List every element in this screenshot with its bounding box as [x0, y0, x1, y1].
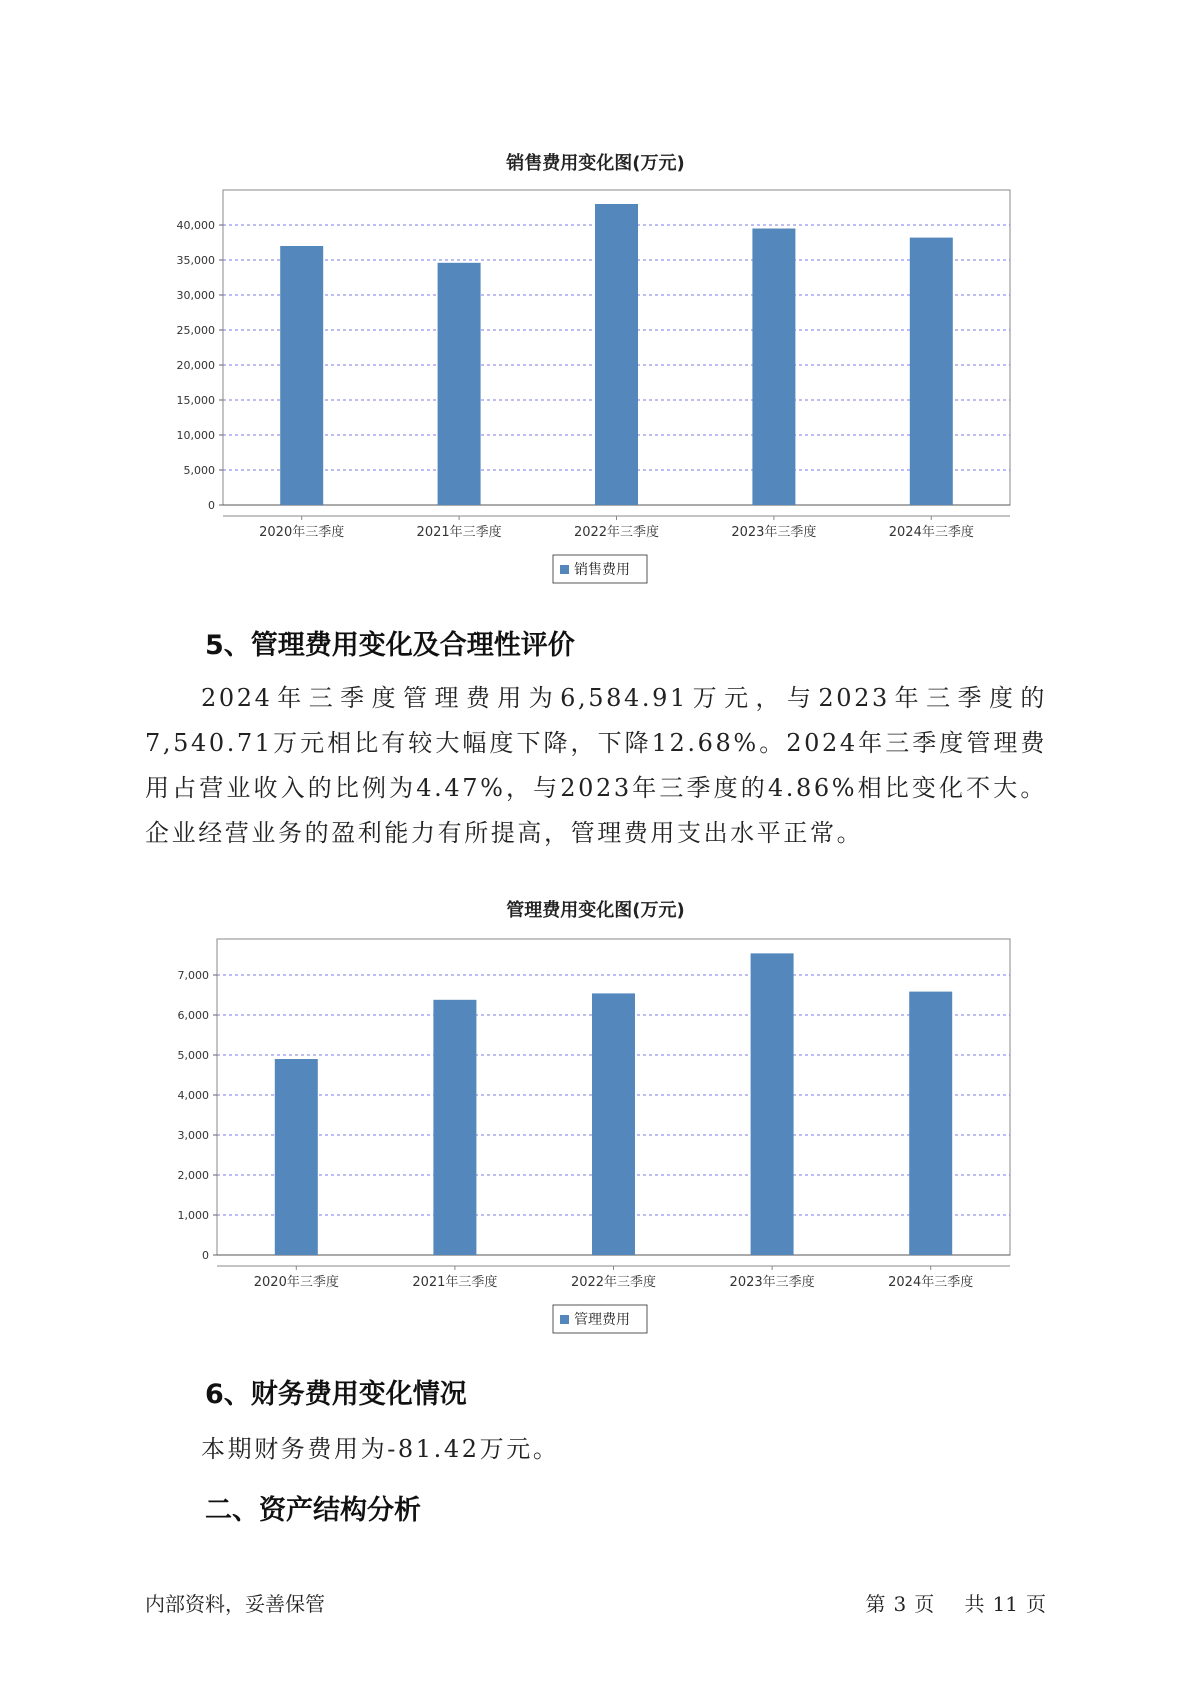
y-tick-label: 1,000: [177, 1209, 209, 1222]
management-expense-chart: [0, 930, 1191, 1350]
x-tick-label: 2024年三季度: [888, 1275, 974, 1290]
y-tick-label: 2,000: [177, 1169, 209, 1182]
bar: [595, 204, 638, 505]
x-tick-label: 2021年三季度: [412, 1275, 498, 1290]
page-unit: 页: [914, 1592, 935, 1616]
y-tick-label: 7,000: [177, 969, 209, 982]
y-tick-label: 0: [202, 1249, 209, 1262]
y-tick-label: 25,000: [176, 324, 215, 337]
legend-swatch: [560, 1315, 569, 1324]
x-tick-label: 2020年三季度: [259, 525, 345, 540]
section-6-paragraph: 本期财务费用为-81.42万元。: [201, 1435, 560, 1463]
x-tick-label: 2022年三季度: [573, 525, 660, 540]
total-prefix: 共: [964, 1592, 985, 1616]
x-tick-label: 2023年三季度: [731, 525, 817, 540]
bar: [752, 229, 795, 506]
x-tick-label: 2022年三季度: [570, 1275, 657, 1290]
bar: [910, 238, 953, 505]
bar: [751, 953, 794, 1255]
chart-2-title: 管理费用变化图(万元): [506, 900, 685, 921]
y-tick-label: 40,000: [176, 219, 215, 232]
footer-confidential-note: 内部资料，妥善保管: [145, 1592, 325, 1616]
y-tick-label: 30,000: [176, 289, 215, 302]
bar: [275, 1059, 318, 1255]
legend-label: 管理费用: [574, 1312, 630, 1328]
x-tick-label: 2020年三季度: [253, 1275, 339, 1290]
legend-swatch: [560, 565, 569, 574]
y-tick-label: 5,000: [183, 464, 215, 477]
y-tick-label: 0: [208, 499, 215, 512]
page-number: 3: [893, 1592, 907, 1616]
y-tick-label: 15,000: [176, 394, 215, 407]
chart-1-title: 销售费用变化图(万元): [506, 153, 685, 174]
x-tick-label: 2023年三季度: [729, 1275, 815, 1290]
bar: [909, 992, 952, 1255]
bar: [433, 1000, 476, 1255]
sales-expense-chart: [0, 185, 1191, 595]
total-unit: 页: [1026, 1592, 1046, 1616]
footer-page-info: [857, 1588, 1046, 1617]
y-tick-label: 6,000: [177, 1009, 209, 1022]
bar: [438, 263, 481, 505]
total-pages: 11: [992, 1592, 1018, 1616]
bar: [592, 993, 635, 1255]
y-tick-label: 5,000: [177, 1049, 209, 1062]
section-5-heading: 5、管理费用变化及合理性评价: [205, 630, 575, 661]
y-tick-label: 20,000: [176, 359, 215, 372]
bar: [280, 246, 323, 505]
y-tick-label: 35,000: [176, 254, 215, 267]
section-two-heading: 二、资产结构分析: [205, 1495, 421, 1526]
y-tick-label: 4,000: [177, 1089, 209, 1102]
x-tick-label: 2021年三季度: [416, 525, 502, 540]
section-5-paragraph: 2024年三季度管理费用为6,584.91万元，与2023年三季度的7,540.71万元相比有较大幅度下降，下降12.68%。2024年三季度管理费用占营业收入的比例为4.47%，与2023年三季度的4.86%相比变化不大。企业经营业务的盈利能力有所提高，管理费用支出水平正常。: [145, 684, 1047, 847]
y-tick-label: 10,000: [176, 429, 215, 442]
y-tick-label: 3,000: [177, 1129, 209, 1142]
page-prefix: 第: [865, 1592, 886, 1616]
section-6-heading: 6、财务费用变化情况: [205, 1379, 467, 1410]
legend-label: 销售费用: [574, 562, 630, 578]
x-tick-label: 2024年三季度: [888, 525, 974, 540]
